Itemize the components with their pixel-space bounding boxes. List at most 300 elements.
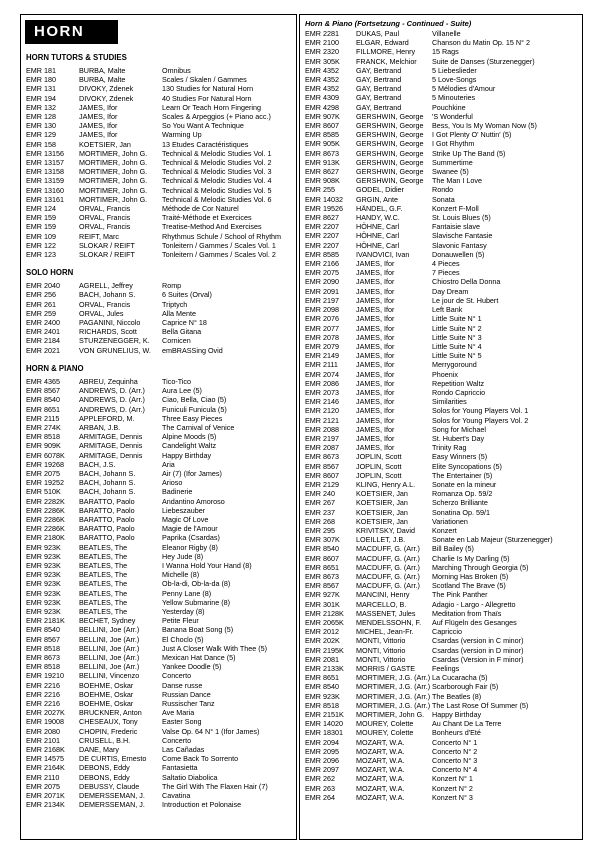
composer-name: GERSHWIN, George [356, 148, 424, 158]
piece-title: Andantino Amoroso [162, 496, 225, 506]
catalog-row [305, 774, 580, 783]
catalog-row [26, 561, 294, 570]
catalog-row [305, 75, 580, 84]
catalog-number: EMR 2149 [305, 351, 339, 361]
piece-title: 6 Suites (Orval) [162, 290, 212, 300]
catalog-number: EMR 8627 [305, 167, 339, 177]
catalog-rows [26, 281, 294, 355]
piece-title: Strike Up The Band (5) [432, 148, 506, 158]
piece-title: Ave Maria [162, 708, 195, 718]
catalog-row [305, 600, 580, 609]
catalog-row [305, 618, 580, 627]
composer-name: MONTI, Vittorio [356, 636, 406, 646]
catalog-row [26, 149, 294, 158]
catalog-row [305, 388, 580, 397]
catalog-number: EMR 268 [305, 516, 335, 526]
composer-name: JAMES, Ifor [79, 121, 118, 131]
piece-title: Adagio - Largo - Allegretto [432, 599, 516, 609]
catalog-row [26, 395, 294, 404]
page-title: HORN [25, 20, 118, 44]
catalog-number: EMR 262 [305, 774, 335, 784]
catalog-row [305, 443, 580, 452]
catalog-number: EMR 6078K [26, 450, 65, 460]
piece-title: Méthode de Cor Naturel [162, 204, 239, 214]
piece-title: Marching Through Georgia (5) [432, 562, 529, 572]
catalog-row [305, 158, 580, 167]
piece-title: Concerto [162, 671, 192, 681]
catalog-row [305, 738, 580, 747]
catalog-row [26, 589, 294, 598]
catalog-row [26, 290, 294, 299]
composer-name: MOZART, W.A. [356, 756, 405, 766]
section-header: SOLO HORN [26, 268, 74, 278]
composer-name: REIFT, Marc [79, 231, 119, 241]
composer-name: BOEHME, Oskar [79, 689, 134, 699]
section-solo-horn [21, 268, 296, 355]
composer-name: DEBUSSY, Claude [79, 781, 140, 791]
catalog-row [305, 93, 580, 102]
catalog-number: EMR 14020 [305, 719, 343, 729]
catalog-row [26, 579, 294, 588]
piece-title: Happy Birthday [162, 450, 212, 460]
composer-name: JAMES, Ifor [356, 443, 395, 453]
catalog-row [305, 333, 580, 342]
catalog-row [305, 646, 580, 655]
piece-title: The Beatles (8) [432, 691, 482, 701]
composer-name: DEMERSSEMAN, J. [79, 800, 145, 810]
piece-title: 4 Pieces [432, 259, 460, 269]
catalog-number: EMR 907K [305, 111, 340, 121]
catalog-row [305, 480, 580, 489]
composer-name: BELLINI, Joe (Arr.) [79, 643, 140, 653]
piece-title: Concerto N° 2 [432, 746, 478, 756]
piece-title: Technical & Melodic Studies Vol. 3 [162, 167, 272, 177]
catalog-row [26, 524, 294, 533]
piece-title: So You Want A Technique [162, 121, 244, 131]
composer-name: CHOPIN, Frederic [79, 726, 138, 736]
catalog-row [305, 222, 580, 231]
catalog-row [305, 406, 580, 415]
catalog-row [26, 497, 294, 506]
catalog-number: EMR 8627 [305, 213, 339, 223]
catalog-number: EMR 2088 [305, 424, 339, 434]
piece-title: Little Suite N° 5 [432, 351, 482, 361]
piece-title: Mexican Hat Dance (5) [162, 652, 236, 662]
piece-title: Bill Bailey (5) [432, 544, 474, 554]
catalog-row [26, 327, 294, 336]
catalog-row [26, 432, 294, 441]
composer-name: MASSENET, Jules [356, 608, 416, 618]
piece-title: Scales / Skalen / Gammes [162, 75, 247, 85]
composer-name: JAMES, Ifor [356, 351, 395, 361]
composer-name: ORVAL, Francis [79, 213, 131, 223]
catalog-row [305, 535, 580, 544]
composer-name: BEATLES, The [79, 597, 128, 607]
composer-name: ANDREWS, D. (Arr.) [79, 404, 145, 414]
piece-title: Ob-la-di, Ob-la-da (8) [162, 579, 231, 589]
composer-name: BELLINI, Joe (Arr.) [79, 662, 140, 672]
composer-name: MORTIMER, J.G. (Arr.) [356, 691, 431, 701]
composer-name: FILLMORE, Henry [356, 47, 416, 57]
catalog-number: EMR 2286K [26, 524, 65, 534]
piece-title: The Man I Love [432, 176, 482, 186]
catalog-number: EMR 2128K [305, 608, 344, 618]
piece-title: Sonata [432, 194, 455, 204]
piece-title: Trinity Rag [432, 443, 467, 453]
piece-title: Three Easy Pieces [162, 413, 223, 423]
piece-title: Alpine Moods (5) [162, 432, 217, 442]
composer-name: BACH, Johann S. [79, 290, 136, 300]
catalog-number: EMR 2090 [305, 277, 339, 287]
piece-title: Technical & Melodic Studies Vol. 4 [162, 176, 272, 186]
composer-name: BEATLES, The [79, 579, 128, 589]
catalog-number: EMR 307K [305, 535, 340, 545]
composer-name: STURZENEGGER, K. [79, 336, 150, 346]
catalog-row [26, 727, 294, 736]
composer-name: JOPLIN, Scott [356, 461, 402, 471]
composer-name: MACDUFF, G. (Arr.) [356, 581, 420, 591]
composer-name: MACDUFF, G. (Arr.) [356, 562, 420, 572]
catalog-row [305, 342, 580, 351]
catalog-row [305, 139, 580, 148]
piece-title: 5 Mélodies d'Amour [432, 84, 496, 94]
piece-title: Yesterday (8) [162, 606, 205, 616]
composer-name: SLOKAR / REIFT [79, 240, 135, 250]
catalog-row [305, 167, 580, 176]
piece-title: Technical & Melodic Studies Vol. 2 [162, 158, 272, 168]
catalog-number: EMR 2197 [305, 433, 339, 443]
composer-name: ARBAN, J.B. [79, 422, 121, 432]
catalog-row [305, 213, 580, 222]
catalog-row [26, 167, 294, 176]
catalog-number: EMR 8518 [26, 662, 60, 672]
piece-title: Le jour de St. Hubert [432, 295, 499, 305]
piece-title: Similarities [432, 397, 467, 407]
catalog-number: EMR 240 [305, 489, 335, 499]
catalog-number: EMR 8567 [305, 461, 339, 471]
catalog-number: EMR 510K [26, 487, 61, 497]
catalog-row [305, 38, 580, 47]
catalog-number: EMR 2133K [305, 664, 344, 674]
catalog-row [305, 149, 580, 158]
catalog-number: EMR 2286K [26, 514, 65, 524]
catalog-row [26, 653, 294, 662]
catalog-number: EMR 124 [26, 204, 56, 214]
composer-name: GERSHWIN, George [356, 139, 424, 149]
catalog-number: EMR 8518 [26, 432, 60, 442]
piece-title: Learn Or Teach Horn Fingering [162, 102, 261, 112]
catalog-number: EMR 923K [26, 551, 61, 561]
catalog-row [26, 644, 294, 653]
catalog-number: EMR 2281 [305, 29, 339, 38]
composer-name: GAY, Bertrand [356, 102, 402, 112]
catalog-number: EMR 305K [305, 56, 340, 66]
composer-name: JAMES, Ifor [356, 305, 395, 315]
composer-name: JAMES, Ifor [79, 102, 118, 112]
catalog-row [26, 386, 294, 395]
catalog-row [305, 351, 580, 360]
piece-title: Russian Dance [162, 689, 211, 699]
piece-title: Little Suite N° 2 [432, 323, 482, 333]
catalog-row [26, 222, 294, 231]
composer-name: GERSHWIN, George [356, 121, 424, 131]
catalog-row [26, 635, 294, 644]
catalog-number: EMR 130 [26, 121, 56, 131]
piece-title: Arioso [162, 478, 183, 488]
piece-title: Suite de Danses (Sturzenegger) [432, 56, 535, 66]
catalog-row [26, 745, 294, 754]
catalog-number: EMR 2146 [305, 397, 339, 407]
composer-name: DE CURTIS, Ernesto [79, 754, 147, 764]
composer-name: GAY, Bertrand [356, 84, 402, 94]
catalog-number: EMR 2320 [305, 47, 339, 57]
piece-title: Swanee (5) [432, 167, 469, 177]
piece-title: emBRASSing Ovid [162, 345, 223, 355]
composer-name: MORRIS / GASTE [356, 664, 416, 674]
catalog-number: EMR 2197 [305, 295, 339, 305]
catalog-number: EMR 4352 [305, 75, 339, 85]
catalog-number: EMR 923K [305, 691, 340, 701]
catalog-row [305, 66, 580, 75]
catalog-number: EMR 19252 [26, 478, 64, 488]
composer-name: GERSHWIN, George [356, 130, 424, 140]
catalog-number: EMR 2207 [305, 231, 339, 241]
piece-title: Rhythmus Schule / School of Rhythm [162, 231, 282, 241]
composer-name: MANCINI, Henry [356, 590, 410, 600]
composer-name: GAY, Bertrand [356, 93, 402, 103]
catalog-row [305, 544, 580, 553]
catalog-number: EMR 256 [26, 290, 56, 300]
piece-title: Phoenix [432, 369, 458, 379]
piece-title: Elite Syncopations (5) [432, 461, 502, 471]
composer-name: JOPLIN, Scott [356, 470, 402, 480]
catalog-number: EMR 2120 [305, 406, 339, 416]
composer-name: PAGANINI, Niccolo [79, 318, 141, 328]
piece-title: Sonate en la mineur [432, 479, 497, 489]
piece-title: Tonleitern / Gammes / Scales Vol. 1 [162, 240, 276, 250]
composer-name: MACDUFF, G. (Arr.) [356, 553, 420, 563]
piece-title: Donauwellen (5) [432, 249, 485, 259]
composer-name: JAMES, Ifor [356, 397, 395, 407]
piece-title: Slavische Fantasie [432, 231, 493, 241]
composer-name: JAMES, Ifor [356, 286, 395, 296]
composer-name: BURBA, Malte [79, 75, 126, 85]
composer-name: MOZART, W.A. [356, 792, 405, 802]
catalog-number: EMR 2086 [305, 378, 339, 388]
catalog-row [26, 414, 294, 423]
piece-title: Pouchkine [432, 102, 466, 112]
catalog-row [305, 425, 580, 434]
composer-name: KRIVITSKY, David [356, 525, 415, 535]
catalog-rows [26, 377, 294, 810]
piece-title: 15 Rags [432, 47, 459, 57]
piece-title: Konzert [432, 525, 457, 535]
piece-title: Aria [162, 459, 175, 469]
catalog-number: EMR 2076 [305, 314, 339, 324]
composer-name: DIVOKY, Zdenek [79, 84, 134, 94]
piece-title: Warming Up [162, 130, 202, 140]
catalog-row [26, 441, 294, 450]
piece-title: 5 Minouteries [432, 93, 476, 103]
catalog-number: EMR 8540 [26, 625, 60, 635]
piece-title: Rondo Capriccio [432, 387, 486, 397]
composer-name: MORTIMER, John G. [356, 710, 425, 720]
catalog-row [305, 581, 580, 590]
catalog-number: EMR 4352 [305, 65, 339, 75]
catalog-row [305, 29, 580, 38]
piece-title: I Wanna Hold Your Hand (8) [162, 560, 252, 570]
catalog-number: EMR 19008 [26, 717, 64, 727]
catalog-number: EMR 2168K [26, 745, 65, 755]
catalog-row [305, 701, 580, 710]
catalog-number: EMR 180 [26, 75, 56, 85]
composer-name: BURBA, Malte [79, 66, 126, 75]
piece-title: Paprika (Csardas) [162, 533, 220, 543]
composer-name: VON GRUNELIUS, W. [79, 345, 151, 355]
piece-title: Triptych [162, 299, 188, 309]
piece-title: Feelings [432, 664, 460, 674]
catalog-number: EMR 202K [305, 636, 340, 646]
composer-name: BEATLES, The [79, 606, 128, 616]
catalog-number: EMR 2080 [26, 726, 60, 736]
catalog-row [305, 489, 580, 498]
catalog-number: EMR 274K [26, 422, 61, 432]
catalog-number: EMR 908K [305, 176, 340, 186]
catalog-number: EMR 19210 [26, 671, 64, 681]
catalog-number: EMR 301K [305, 599, 340, 609]
catalog-number: EMR 13158 [26, 167, 64, 177]
catalog-row [26, 552, 294, 561]
composer-name: BARATTO, Paolo [79, 524, 135, 534]
catalog-number: EMR 8651 [305, 562, 339, 572]
catalog-number: EMR 181 [26, 66, 56, 75]
catalog-row [305, 664, 580, 673]
catalog-row [26, 232, 294, 241]
composer-name: BRUCKNER, Anton [79, 708, 142, 718]
catalog-number: EMR 2074 [305, 369, 339, 379]
catalog-row [26, 690, 294, 699]
catalog-number: EMR 2096 [305, 756, 339, 766]
piece-title: Konzert N° 1 [432, 774, 473, 784]
catalog-number: EMR 927K [305, 590, 340, 600]
catalog-number: EMR 8540 [305, 544, 339, 554]
catalog-number: EMR 2079 [305, 341, 339, 351]
piece-title: Au Chant De La Terre [432, 719, 502, 729]
catalog-number: EMR 255 [305, 185, 335, 195]
composer-name: JOPLIN, Scott [356, 452, 402, 462]
composer-name: MORTIMER, John G. [79, 148, 148, 158]
composer-name: BELLINI, Vincenzo [79, 671, 140, 681]
catalog-number: EMR 2207 [305, 222, 339, 232]
catalog-row [305, 784, 580, 793]
piece-title: Cornicen [162, 336, 191, 346]
composer-name: MOUREY, Colette [356, 719, 414, 729]
composer-name: DEMERSSEMAN, J. [79, 791, 145, 801]
catalog-number: EMR 2115 [26, 413, 60, 423]
catalog-number: EMR 2091 [305, 286, 339, 296]
catalog-number: EMR 2121 [305, 415, 339, 425]
catalog-row [305, 526, 580, 535]
piece-title: Little Suite N° 1 [432, 314, 482, 324]
catalog-number: EMR 2151K [305, 710, 344, 720]
piece-title: Las Cañadas [162, 745, 205, 755]
catalog-row [305, 268, 580, 277]
composer-name: FRANCK, Melchior [356, 56, 417, 66]
catalog-row [26, 763, 294, 772]
catalog-row [305, 416, 580, 425]
catalog-number: EMR 923K [26, 588, 61, 598]
piece-title: Valse Op. 64 N° 1 (Ifor James) [162, 726, 260, 736]
composer-name: MORTIMER, John G. [79, 176, 148, 186]
catalog-row [26, 754, 294, 763]
catalog-row [305, 434, 580, 443]
piece-title: Yankee Doodle (5) [162, 662, 222, 672]
catalog-number: EMR 8651 [26, 404, 60, 414]
catalog-number: EMR 923K [26, 579, 61, 589]
catalog-number: EMR 923K [26, 597, 61, 607]
catalog-number: EMR 4365 [26, 376, 60, 386]
piece-title: Chanson du Matin Op. 15 N° 2 [432, 38, 530, 48]
composer-name: KLING, Henry A.L. [356, 479, 416, 489]
piece-title: 130 Studies for Natural Horn [162, 84, 254, 94]
composer-name: GERSHWIN, George [356, 167, 424, 177]
piece-title: Hey Jude (8) [162, 551, 204, 561]
piece-title: Repetition Waltz [432, 378, 485, 388]
catalog-row [305, 793, 580, 802]
catalog-number: EMR 2075 [26, 468, 60, 478]
composer-name: DANE, Mary [79, 745, 119, 755]
catalog-row [305, 277, 580, 286]
catalog-row [26, 598, 294, 607]
piece-title: Auf Flügeln des Gesanges [432, 618, 517, 627]
catalog-row [26, 782, 294, 791]
piece-title: 40 Studies For Natural Horn [162, 93, 252, 103]
piece-title: Csardas (Version in F minor) [432, 654, 524, 664]
catalog-number: EMR 8673 [305, 148, 339, 158]
catalog-row [26, 309, 294, 318]
catalog-row [305, 130, 580, 139]
piece-title: Solos for Young Players Vol. 1 [432, 406, 529, 416]
composer-name: ORVAL, Francis [79, 222, 131, 232]
catalog-number: EMR 2040 [26, 281, 60, 291]
catalog-row [26, 625, 294, 634]
piece-title: The Girl With The Flaxen Hair (7) [162, 781, 268, 791]
composer-name: HÖHNE, Carl [356, 231, 400, 241]
piece-title: 13 Etudes Caractéristiques [162, 139, 249, 149]
catalog-row [305, 572, 580, 581]
catalog-number: EMR 19526 [305, 203, 343, 213]
catalog-row [26, 377, 294, 386]
catalog-row [26, 506, 294, 515]
composer-name: HÄNDEL, G.F. [356, 203, 403, 213]
composer-name: JAMES, Ifor [356, 314, 395, 324]
piece-title: Konzert F-Moll [432, 203, 479, 213]
catalog-number: EMR 109 [26, 231, 56, 241]
composer-name: MICHEL, Jean-Fr. [356, 627, 414, 637]
catalog-number: EMR 2134K [26, 800, 65, 810]
catalog-row [26, 616, 294, 625]
composer-name: AGRELL, Jeffrey [79, 281, 133, 291]
composer-name: JAMES, Ifor [79, 130, 118, 140]
catalog-row [305, 379, 580, 388]
composer-name: MONTI, Vittorio [356, 645, 406, 655]
piece-title: St. Louis Blues (5) [432, 213, 491, 223]
piece-title: Concerto N° 3 [432, 756, 478, 766]
composer-name: HÖHNE, Carl [356, 222, 400, 232]
piece-title: Air (7) (Ifor James) [162, 468, 222, 478]
catalog-number: EMR 264 [305, 792, 335, 802]
catalog-number: EMR 13156 [26, 148, 64, 158]
